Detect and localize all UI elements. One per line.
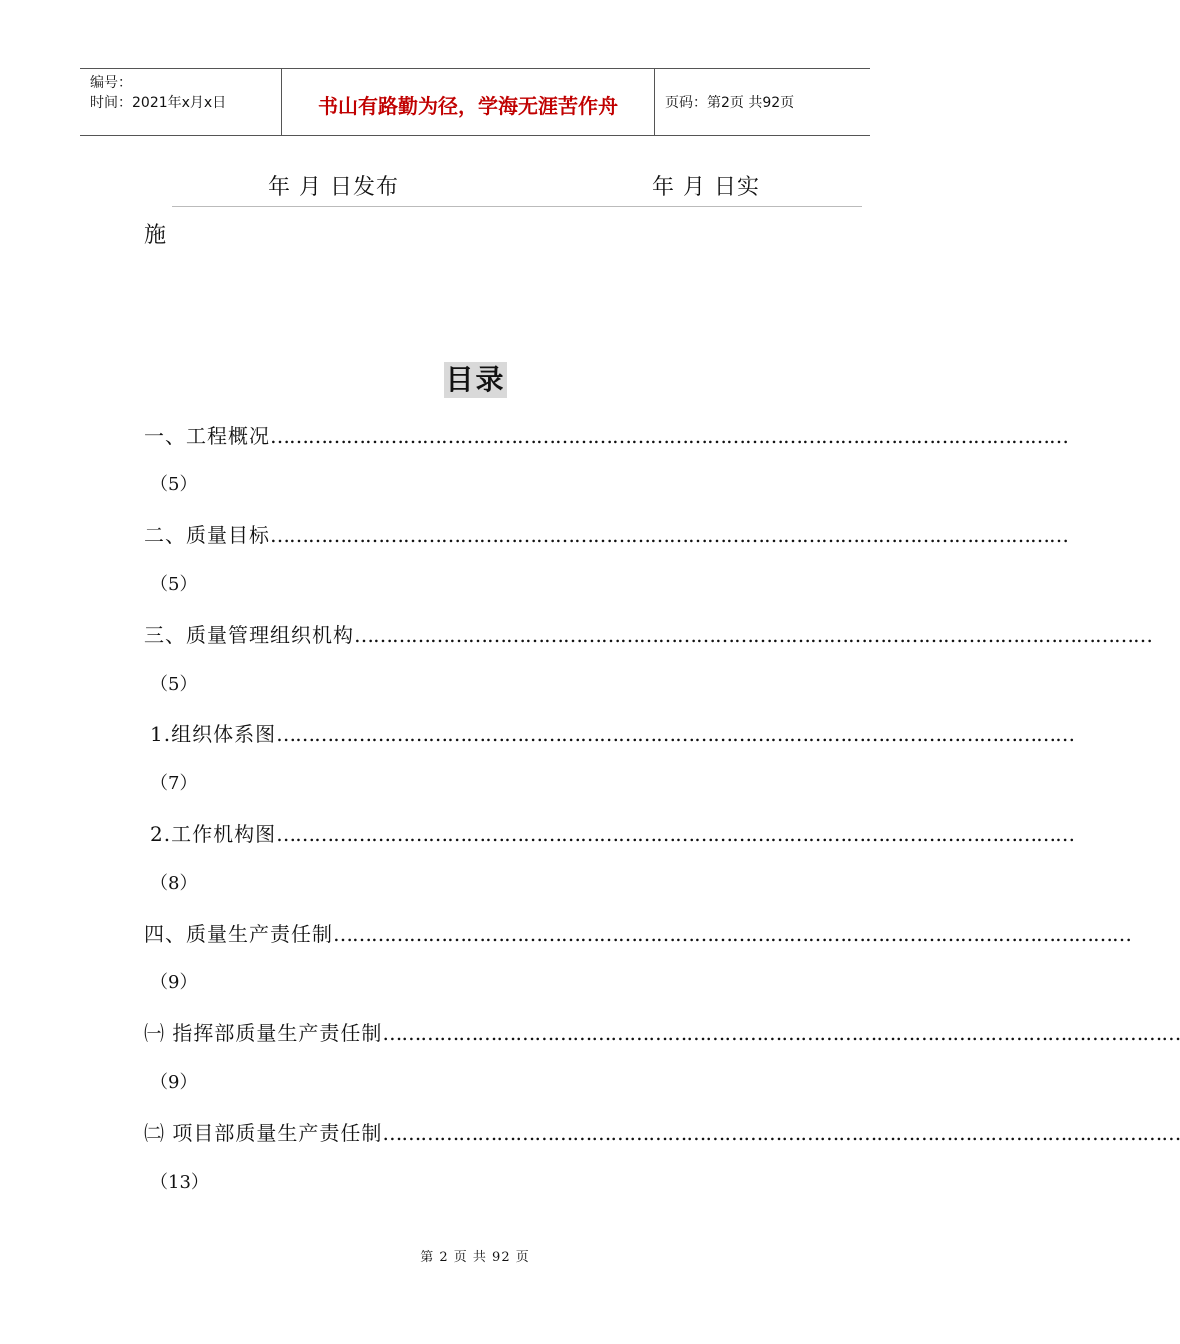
toc-entry-page: （5） (150, 474, 198, 495)
toc-entry[interactable] (150, 818, 1075, 846)
toc-entry-text: ㈠ 指挥部质量生产责任制 (144, 1021, 383, 1045)
toc-leader: ……………………………………………………………………………………………………………… (354, 623, 1152, 647)
toc-entry-text: ㈡ 项目部质量生产责任制 (144, 1121, 383, 1145)
toc-leader: ……………………………………………………………………………………………………………… (333, 922, 1131, 946)
document-time-label: 时间：2021年x月x日 (90, 95, 227, 111)
toc-entry-page: （7） (150, 773, 198, 794)
toc-entry-text: 1.组织体系图 (150, 722, 277, 746)
toc-leader: ……………………………………………………………………………………………………………… (382, 1121, 1180, 1145)
document-number-label: 编号： (90, 75, 132, 91)
toc-entry-page: （9） (150, 972, 198, 993)
toc-leader: ……………………………………………………………………………………………………………… (276, 822, 1075, 846)
toc-entry-text: 2.工作机构图 (150, 822, 277, 846)
implement-date: 年 月 日实 (652, 175, 760, 200)
document-header (80, 68, 870, 136)
toc-entry-text: 三、质量管理组织机构 (144, 623, 354, 647)
toc-entry[interactable] (144, 519, 1068, 547)
implement-date-continued: 施 (144, 223, 167, 248)
toc-leader: ……………………………………………………………………………………………………………… (270, 424, 1068, 448)
toc-entry-page: （8） (150, 873, 198, 894)
toc-entry-text: 二、质量目标 (144, 523, 270, 547)
toc-entry[interactable] (144, 1117, 1180, 1145)
toc-entry[interactable] (144, 918, 1131, 946)
page-footer: 第 2 页 共 92 页 (420, 1250, 530, 1265)
toc-entry[interactable] (144, 619, 1152, 647)
publish-date: 年 月 日发布 (268, 175, 399, 200)
toc-entry[interactable] (144, 420, 1068, 448)
toc-entry[interactable] (144, 1017, 1180, 1045)
toc-entry-page: （5） (150, 574, 198, 595)
toc-entry-page: （5） (150, 674, 198, 695)
toc-leader: ……………………………………………………………………………………………………………… (382, 1021, 1180, 1045)
toc-entry-page: （9） (150, 1072, 198, 1093)
header-meta (80, 69, 282, 135)
toc-leader: ……………………………………………………………………………………………………………… (270, 523, 1068, 547)
toc-entry-page: （13） (150, 1172, 209, 1193)
date-line (172, 168, 862, 207)
header-page-info: 页码：第2页 共92页 (665, 95, 795, 111)
toc-title: 目录 (445, 363, 506, 396)
toc-leader: ……………………………………………………………………………………………………………… (276, 722, 1075, 746)
toc-entry-text: 一、工程概况 (144, 424, 270, 448)
header-motto: 书山有路勤为径，学海无涯苦作舟 (282, 69, 655, 135)
toc-entry[interactable] (150, 718, 1075, 746)
toc-entry-text: 四、质量生产责任制 (144, 922, 333, 946)
